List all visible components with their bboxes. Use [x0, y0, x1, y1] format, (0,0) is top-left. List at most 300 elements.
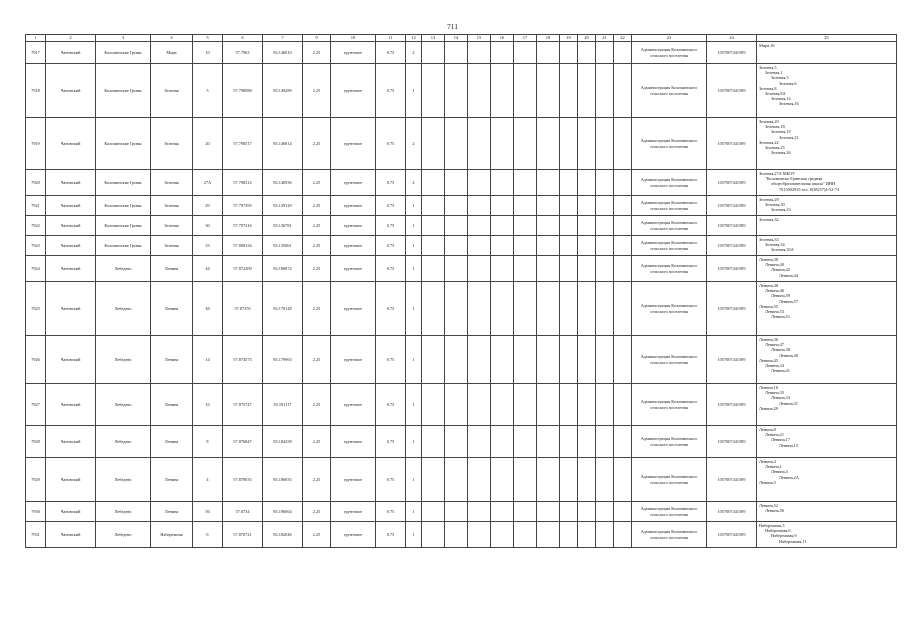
cell-surface: грунтовое [331, 282, 376, 336]
address-line: Зеленая,35А [771, 247, 794, 253]
empty-cell [422, 282, 445, 336]
cell-surface: грунтовое [331, 522, 376, 548]
empty-cell [560, 384, 578, 426]
cell-lon: 83.149289 [263, 64, 303, 118]
empty-cell [445, 196, 468, 216]
address-line: Зеленая,6 [779, 80, 797, 86]
empty-cell [468, 502, 491, 522]
empty-cell [578, 216, 596, 236]
cell-cnt: 1 [406, 458, 422, 502]
cell-cnt: 1 [406, 64, 422, 118]
empty-cell [537, 118, 560, 170]
empty-cell [578, 522, 596, 548]
addresses-cell [757, 216, 897, 236]
header-cell: 20 [578, 35, 596, 42]
empty-cell [468, 170, 491, 196]
address-line: Зеленая,21 [779, 134, 799, 140]
empty-cell [422, 118, 445, 170]
empty-cell [422, 236, 445, 256]
cell-surface: грунтовое [331, 458, 376, 502]
cell-org: Администрация Коломинского сельского поселения [632, 384, 707, 426]
empty-cell [578, 426, 596, 458]
addresses-cell [757, 426, 897, 458]
table-row [26, 502, 897, 522]
empty-cell [614, 216, 632, 236]
empty-cell [514, 236, 537, 256]
cell-surface: грунтовое [331, 384, 376, 426]
register-table [25, 34, 897, 548]
empty-cell [596, 384, 614, 426]
cell-cnt: 1 [406, 196, 422, 216]
empty-cell [537, 384, 560, 426]
cell-id: 7924 [26, 256, 46, 282]
cell-lon: 83.186035 [263, 458, 303, 502]
empty-cell [445, 502, 468, 522]
cell-house: 5 [193, 64, 223, 118]
empty-cell [537, 216, 560, 236]
cell-lon: 83.181117 [263, 384, 303, 426]
cell-ogrn: 1057007441589 [707, 196, 757, 216]
cell-ogrn: 1057007441589 [707, 522, 757, 548]
empty-cell [537, 170, 560, 196]
cell-cnt: 1 [406, 282, 422, 336]
cell-lon: 83.196064 [263, 502, 303, 522]
cell-settlement: Лебедево [96, 458, 151, 502]
address-line: Зеленая,8А [765, 91, 786, 97]
cell-lon: 83.179963 [263, 336, 303, 384]
empty-cell [514, 336, 537, 384]
header-cell: 5 [193, 35, 223, 42]
cell-org: Администрация Коломинского сельского поселения [632, 458, 707, 502]
cell-street: Зеленая [151, 64, 193, 118]
cell-district: Чановский [46, 118, 96, 170]
cell-area: 2.25 [303, 502, 331, 522]
cell-district: Чановский [46, 522, 96, 548]
cell-district: Чановский [46, 256, 96, 282]
cell-lat: 57.87376 [223, 282, 263, 336]
empty-cell [537, 256, 560, 282]
empty-cell [491, 64, 514, 118]
cell-house: 8 [193, 426, 223, 458]
cell-id: 7919 [26, 118, 46, 170]
address-line: Ленина,8 [759, 427, 776, 432]
empty-cell [422, 170, 445, 196]
table-row [26, 426, 897, 458]
address-line: Ленина,40 [765, 262, 784, 268]
empty-cell [537, 502, 560, 522]
cell-vol: 0.75 [376, 502, 406, 522]
cell-ogrn: 1057007441589 [707, 384, 757, 426]
address-line: Ленина,4 [759, 459, 776, 464]
cell-lon: 83.182046 [263, 522, 303, 548]
cell-district: Чановский [46, 196, 96, 216]
empty-cell [514, 458, 537, 502]
empty-cell [514, 42, 537, 64]
empty-cell [514, 522, 537, 548]
cell-surface: грунтовое [331, 64, 376, 118]
empty-cell [537, 522, 560, 548]
address-line: Ленина,59 [771, 293, 790, 299]
cell-lon: 83.186874 [263, 256, 303, 282]
empty-cell [614, 282, 632, 336]
cell-lat: 57.878035 [223, 458, 263, 502]
cell-settlement: Лебедево [96, 502, 151, 522]
empty-cell [596, 336, 614, 384]
cell-district: Чановский [46, 384, 96, 426]
empty-cell [560, 236, 578, 256]
address-line: Ленина,57 [779, 298, 798, 304]
address-line: Ленина,48 [759, 283, 778, 288]
empty-cell [537, 282, 560, 336]
empty-cell [491, 282, 514, 336]
cell-settlement: Лебедево [96, 256, 151, 282]
cell-id: 7927 [26, 384, 46, 426]
address-line: Зеленая,27А МБОУ [759, 171, 796, 176]
addresses-cell [757, 502, 897, 522]
cell-lon: 83.178128 [263, 282, 303, 336]
empty-cell [578, 64, 596, 118]
empty-cell [514, 64, 537, 118]
cell-cnt: 1 [406, 502, 422, 522]
cell-house: 29 [193, 196, 223, 216]
address-line: Ленина,34 [765, 363, 784, 369]
cell-lat: 57.7963 [223, 42, 263, 64]
cell-id: 7920 [26, 170, 46, 196]
empty-cell [445, 522, 468, 548]
empty-cell [578, 236, 596, 256]
empty-cell [578, 42, 596, 64]
empty-cell [614, 384, 632, 426]
cell-org: Администрация Коломинского сельского поселения [632, 118, 707, 170]
empty-cell [491, 42, 514, 64]
empty-cell [537, 336, 560, 384]
cell-vol: 0.75 [376, 426, 406, 458]
empty-cell [614, 256, 632, 282]
cell-street: Зеленая [151, 216, 193, 236]
cell-cnt: 1 [406, 522, 422, 548]
cell-area: 2.25 [303, 64, 331, 118]
header-cell: 1 [26, 35, 46, 42]
empty-cell [445, 170, 468, 196]
cell-ogrn: 1057007441589 [707, 256, 757, 282]
cell-lon: 83.146010 [263, 42, 303, 64]
address-line: Ленина,41 [771, 368, 790, 374]
header-cell: 7 [263, 35, 303, 42]
page-number: 711 [447, 22, 458, 31]
cell-lat: 57.870721 [223, 522, 263, 548]
cell-surface: грунтовое [331, 118, 376, 170]
empty-cell [614, 426, 632, 458]
cell-house: 48 [193, 282, 223, 336]
address-line: Зеленая,20 [759, 119, 779, 124]
empty-cell [514, 216, 537, 236]
empty-cell [445, 458, 468, 502]
cell-settlement: Лебедево [96, 336, 151, 384]
cell-settlement: Коломинские Гривы [96, 236, 151, 256]
cell-street: Ленина [151, 384, 193, 426]
cell-surface: грунтовое [331, 426, 376, 458]
cell-lat: 57.875747 [223, 384, 263, 426]
cell-cnt: 2 [406, 170, 422, 196]
cell-vol: 0.75 [376, 384, 406, 426]
cell-vol: 0.75 [376, 118, 406, 170]
cell-lon: 83.184258 [263, 426, 303, 458]
empty-cell [468, 282, 491, 336]
cell-area: 2.25 [303, 458, 331, 502]
header-cell: 11 [376, 35, 406, 42]
cell-vol: 0.75 [376, 42, 406, 64]
cell-house: 56 [193, 502, 223, 522]
empty-cell [614, 196, 632, 216]
empty-cell [422, 502, 445, 522]
table-row [26, 216, 897, 236]
table-row [26, 384, 897, 426]
table-row [26, 64, 897, 118]
header-cell: 12 [406, 35, 422, 42]
cell-ogrn: 1057007441589 [707, 118, 757, 170]
cell-settlement: Лебедево [96, 522, 151, 548]
address-line: Ленина,55 [759, 303, 778, 309]
cell-lat: 57.800334 [223, 236, 263, 256]
cell-id: 7917 [26, 42, 46, 64]
cell-settlement: Лебедево [96, 282, 151, 336]
address-line: Зеленая,34 [765, 242, 785, 248]
empty-cell [560, 502, 578, 522]
addresses-cell [757, 458, 897, 502]
cell-district: Чановский [46, 458, 96, 502]
table-row [26, 458, 897, 502]
empty-cell [596, 216, 614, 236]
empty-cell [491, 196, 514, 216]
empty-cell [491, 336, 514, 384]
address-line: Ленина,15 [779, 442, 798, 448]
cell-cnt: 1 [406, 216, 422, 236]
empty-cell [422, 64, 445, 118]
empty-cell [514, 196, 537, 216]
cell-area: 2.25 [303, 42, 331, 64]
address-line: Зеленая,3 [771, 75, 789, 81]
addresses-cell [757, 118, 897, 170]
header-cell: 25 [757, 35, 897, 42]
empty-cell [596, 256, 614, 282]
empty-cell [468, 384, 491, 426]
empty-cell [537, 64, 560, 118]
address-line: Ленина,45 [759, 357, 778, 363]
address-line: Ленина,44 [779, 272, 798, 278]
addresses-cell [757, 522, 897, 548]
cell-house: 14 [193, 336, 223, 384]
empty-cell [560, 42, 578, 64]
table-row [26, 282, 897, 336]
cell-ogrn: 1057007441589 [707, 336, 757, 384]
cell-org: Администрация Коломинского сельского поселения [632, 196, 707, 216]
address-line: Набережная,11 [779, 538, 807, 544]
header-cell: 14 [445, 35, 468, 42]
table-row [26, 170, 897, 196]
empty-cell [614, 170, 632, 196]
header-cell: 19 [560, 35, 578, 42]
header-cell: 23 [632, 35, 707, 42]
address-line: Зеленая,1 [765, 70, 783, 76]
cell-ogrn: 1057007441589 [707, 170, 757, 196]
cell-vol: 0.75 [376, 336, 406, 384]
empty-cell [445, 118, 468, 170]
empty-cell [578, 282, 596, 336]
empty-cell [537, 196, 560, 216]
empty-cell [445, 256, 468, 282]
empty-cell [514, 384, 537, 426]
cell-area: 2.25 [303, 426, 331, 458]
cell-lat: 57.876847 [223, 426, 263, 458]
addresses-cell [757, 256, 897, 282]
empty-cell [468, 42, 491, 64]
cell-settlement: Лебедево [96, 384, 151, 426]
address-line: Набережная,9 [771, 533, 797, 539]
address-line: "Коломинско-Гривская средняя [765, 176, 823, 182]
cell-house: 27А [193, 170, 223, 196]
empty-cell [560, 64, 578, 118]
empty-cell [596, 458, 614, 502]
address-line: Зеленая,25 [765, 145, 785, 151]
empty-cell [491, 216, 514, 236]
cell-settlement: Коломинские Гривы [96, 118, 151, 170]
empty-cell [468, 256, 491, 282]
cell-surface: грунтовое [331, 502, 376, 522]
cell-org: Администрация Коломинского сельского поселения [632, 502, 707, 522]
table-row [26, 196, 897, 216]
cell-district: Чановский [46, 426, 96, 458]
address-line: Зеленая,5 [759, 65, 777, 70]
address-line: Ленина,5 [759, 479, 776, 485]
empty-cell [491, 522, 514, 548]
cell-vol: 0.75 [376, 236, 406, 256]
address-line: Зеленая,8 [759, 85, 777, 91]
cell-org: Администрация Коломинского сельского поселения [632, 216, 707, 236]
cell-org: Администрация Коломинского сельского поселения [632, 282, 707, 336]
address-line: Ленина,1 [765, 464, 782, 470]
empty-cell [445, 336, 468, 384]
empty-cell [445, 216, 468, 236]
address-line: Зеленая,19 [771, 129, 791, 135]
cell-area: 2.25 [303, 236, 331, 256]
cell-ogrn: 1057007441589 [707, 42, 757, 64]
address-line: Ленина,52 [759, 503, 778, 508]
cell-org: Администрация Коломинского сельского поселения [632, 336, 707, 384]
addresses-cell [757, 384, 897, 426]
cell-area: 2.25 [303, 282, 331, 336]
empty-cell [560, 426, 578, 458]
cell-vol: 0.75 [376, 196, 406, 216]
cell-cnt: 1 [406, 384, 422, 426]
empty-cell [537, 426, 560, 458]
address-line: Ленина,56 [765, 508, 784, 514]
empty-cell [514, 256, 537, 282]
empty-cell [560, 118, 578, 170]
cell-area: 2.25 [303, 170, 331, 196]
empty-cell [614, 502, 632, 522]
cell-vol: 0.75 [376, 458, 406, 502]
empty-cell [596, 170, 614, 196]
table-row [26, 256, 897, 282]
address-line: Ленина,40 [779, 352, 798, 358]
empty-cell [445, 384, 468, 426]
empty-cell [596, 522, 614, 548]
empty-cell [491, 118, 514, 170]
empty-cell [578, 256, 596, 282]
empty-cell [422, 196, 445, 216]
empty-cell [491, 384, 514, 426]
cell-house: 6 [193, 522, 223, 548]
cell-lat: 57.798517 [223, 118, 263, 170]
empty-cell [560, 256, 578, 282]
address-line: Ленина,33 [771, 395, 790, 401]
empty-cell [514, 118, 537, 170]
cell-id: 7925 [26, 282, 46, 336]
cell-vol: 0.75 [376, 64, 406, 118]
empty-cell [596, 118, 614, 170]
header-cell: 4 [151, 35, 193, 42]
empty-cell [514, 282, 537, 336]
cell-cnt: 1 [406, 426, 422, 458]
empty-cell [578, 118, 596, 170]
cell-district: Чановский [46, 502, 96, 522]
cell-vol: 0.75 [376, 170, 406, 196]
empty-cell [468, 216, 491, 236]
cell-ogrn: 1057007441589 [707, 282, 757, 336]
cell-street: Мира [151, 42, 193, 64]
cell-district: Чановский [46, 170, 96, 196]
cell-lon: 83.146936 [263, 170, 303, 196]
header-cell: 22 [614, 35, 632, 42]
cell-lon: 83.135061 [263, 236, 303, 256]
cell-ogrn: 1057007441589 [707, 502, 757, 522]
empty-cell [596, 64, 614, 118]
address-line: Ленина,29 [759, 405, 778, 411]
cell-org: Администрация Коломинского сельского поселения [632, 256, 707, 282]
addresses-cell [757, 236, 897, 256]
empty-cell [445, 64, 468, 118]
empty-cell [578, 170, 596, 196]
cell-org: Администрация Коломинского сельского поселения [632, 170, 707, 196]
cell-street: Ленина [151, 282, 193, 336]
empty-cell [491, 458, 514, 502]
empty-cell [596, 236, 614, 256]
cell-house: 30 [193, 216, 223, 236]
cell-surface: грунтовое [331, 216, 376, 236]
address-line: Ленина,36 [759, 337, 778, 342]
cell-org: Администрация Коломинского сельского поселения [632, 236, 707, 256]
cell-lat: 57.798088 [223, 64, 263, 118]
cell-street: Ленина [151, 502, 193, 522]
empty-cell [596, 196, 614, 216]
empty-cell [468, 458, 491, 502]
cell-id: 7922 [26, 216, 46, 236]
header-cell: 17 [514, 35, 537, 42]
cell-id: 7929 [26, 458, 46, 502]
header-cell: 13 [422, 35, 445, 42]
empty-cell [468, 522, 491, 548]
empty-cell [537, 236, 560, 256]
cell-ogrn: 1057007441589 [707, 216, 757, 236]
cell-street: Набережная [151, 522, 193, 548]
cell-area: 2.25 [303, 522, 331, 548]
empty-cell [614, 42, 632, 64]
address-line: Ленина,3 [771, 469, 788, 475]
address-line: Ленина,42 [771, 267, 790, 273]
empty-cell [560, 336, 578, 384]
empty-cell [491, 426, 514, 458]
cell-area: 2.25 [303, 336, 331, 384]
